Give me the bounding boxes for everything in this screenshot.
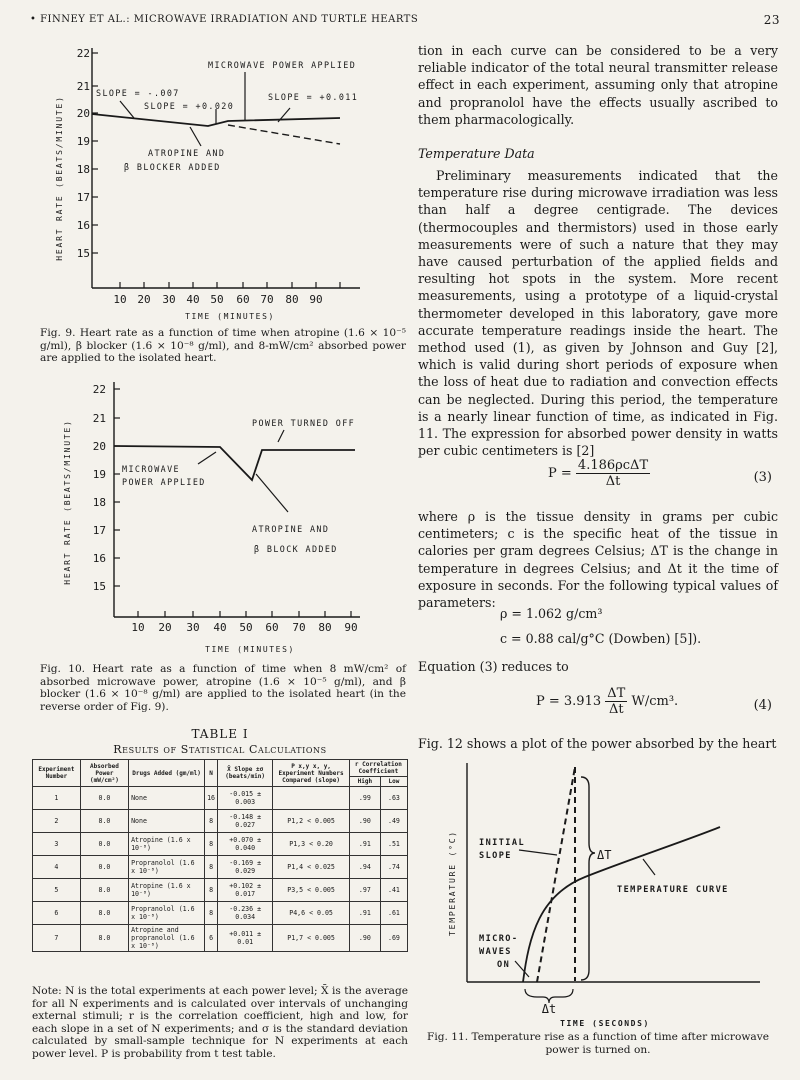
cell-r-low: .63	[380, 787, 407, 810]
table-row	[33, 833, 408, 856]
fig10-ytick: 20	[92, 440, 106, 453]
cell-experiment: 6	[33, 902, 81, 925]
table-row	[33, 856, 408, 879]
cell-experiment: 1	[33, 787, 81, 810]
fig9-extrapolation	[228, 125, 340, 144]
fig10-xtick: 20	[158, 621, 172, 634]
paragraph-temperature	[418, 167, 778, 459]
cell-experiment: 5	[33, 879, 81, 902]
fig11-ylabel: TEMPERATURE (°C)	[448, 830, 457, 936]
figure-9-caption-lead: Fig. 9.	[40, 327, 76, 339]
table-row	[33, 925, 408, 952]
cell-n: 8	[205, 902, 218, 925]
cell-slope: +0.070 ± 0.040	[218, 833, 273, 856]
fig9-ytick: 21	[76, 80, 90, 93]
fig9-drug-arrow	[190, 127, 201, 146]
fig9-note-slope2: SLOPE = +0.020	[144, 101, 235, 111]
cell-power: 0.0	[80, 833, 128, 856]
fig10-note-atropine1: ATROPINE AND	[252, 524, 330, 534]
fig9-ytick: 20	[76, 107, 90, 120]
running-head-title: • FINNEY ET AL.: MICROWAVE IRRADIATION AND TURTLE HEARTS	[30, 14, 419, 25]
fig10-curve	[114, 446, 355, 480]
cell-power: 0.0	[80, 856, 128, 879]
cell-r-high: .91	[349, 833, 380, 856]
cell-n: 16	[205, 787, 218, 810]
figure-11	[445, 755, 765, 1030]
fig9-ylabel: HEART RATE (BEATS/MINUTE)	[55, 95, 64, 261]
col-power: Absorbed Power (mW/cm²)	[80, 760, 128, 787]
fig10-drug-arrow	[256, 474, 288, 512]
col-r-low: Low	[380, 777, 407, 787]
cell-r-low: .41	[380, 879, 407, 902]
cell-n: 8	[205, 833, 218, 856]
fig9-note-slope3: SLOPE = +0.011	[268, 92, 359, 102]
fig11-delta-t: Δt	[541, 1002, 557, 1016]
figure-10	[40, 372, 410, 657]
fig10-xtick: 80	[318, 621, 332, 634]
fig11-microwaves2: WAVES	[479, 947, 512, 957]
fig9-xtick: 90	[309, 293, 323, 306]
cell-r-high: .91	[349, 902, 380, 925]
fig9-note-atropine2: β BLOCKER ADDED	[124, 162, 221, 172]
fig11-temp-curve-label: TEMPERATURE CURVE	[617, 885, 729, 895]
cell-power: 8.0	[80, 925, 128, 952]
cell-r-high: .99	[349, 787, 380, 810]
cell-n: 8	[205, 856, 218, 879]
paragraph-fig12-text: Fig. 12 shows a plot of the power absorbed by the heart	[418, 736, 777, 751]
cell-slope: +0.102 ± 0.017	[218, 879, 273, 902]
fig10-microwave-arrow	[198, 452, 216, 464]
fig11-temperature-curve-arrow	[643, 859, 655, 875]
cell-r-high: .90	[349, 810, 380, 833]
figure-9	[40, 38, 410, 323]
fig9-ytick: 22	[76, 47, 90, 60]
fig9-ytick: 19	[76, 135, 90, 148]
fig9-xlabel: TIME (MINUTES)	[185, 312, 275, 321]
fig10-ytick: 21	[92, 412, 106, 425]
fig10-note-microwave2: POWER APPLIED	[122, 477, 206, 487]
cell-n: 8	[205, 810, 218, 833]
section-heading-temperature: Temperature Data	[418, 146, 535, 161]
fig11-initial-slope-arrow	[519, 850, 557, 855]
paragraph-where	[418, 508, 778, 611]
eq3-lhs: P =	[548, 466, 572, 481]
cell-n: 8	[205, 879, 218, 902]
paragraph-where-text: where ρ is the tissue density in grams per cubic centimeters; c is the specific heat of the tissue in calories per gram degrees Celsius; ΔT is the change in temperature in degrees Celsius; and Δt it the time of exposure in seconds. For the following typical values of parameters:	[418, 509, 778, 611]
paragraph-reduces-text: Equation (3) reduces to	[418, 659, 569, 674]
fig11-delta-t-brace	[525, 989, 573, 1003]
fig10-note-power-off: POWER TURNED OFF	[252, 418, 356, 428]
fig9-xtick: 50	[210, 293, 224, 306]
fig9-xtick: 30	[162, 293, 176, 306]
fig10-ytick: 19	[92, 468, 106, 481]
cell-r-low: .51	[380, 833, 407, 856]
fig11-delta-T: ΔT	[597, 848, 612, 862]
cell-power: 0.0	[80, 787, 128, 810]
table-note: Note: N is the total experiments at each power level; X̄ is the average for all N experiments and is calculated over intervals of unchanging external stimuli; r is the correlation coefficient, high and low, for each slope in a set of N experiments; and σ is the standard deviation calculated by small-sample technique for N experiments at each power level. P is probability from t test table.	[32, 985, 408, 1060]
cell-experiment: 4	[33, 856, 81, 879]
fig11-initial2: SLOPE	[479, 851, 512, 861]
table-subtitle: Results of Statistical Calculations	[113, 743, 327, 756]
paragraph-fig12	[418, 735, 778, 752]
paragraph-reduces	[418, 658, 778, 675]
cell-slope: +0.011 ± 0.01	[218, 925, 273, 952]
fig9-xtick: 10	[113, 293, 127, 306]
cell-p: P1,4 < 0.025	[273, 856, 350, 879]
fig9-xtick: 40	[186, 293, 200, 306]
cell-p: P1,2 < 0.005	[273, 810, 350, 833]
running-head	[30, 14, 780, 30]
fig9-ytick: 17	[76, 191, 90, 204]
fig9-note-microwave: MICROWAVE POWER APPLIED	[208, 60, 357, 70]
cell-r-low: .61	[380, 902, 407, 925]
fig10-ylabel: HEART RATE (BEATS/MINUTE)	[63, 419, 72, 585]
fig9-ytick: 16	[76, 219, 90, 232]
figure-11-caption	[418, 1031, 778, 1056]
fig10-xtick: 10	[131, 621, 145, 634]
fig10-xtick: 90	[344, 621, 358, 634]
figure-10-caption	[40, 663, 406, 713]
param-c: c = 0.88 cal/g°C (Dowben) [5]).	[500, 631, 702, 646]
cell-power: 8.0	[80, 879, 128, 902]
figure-11-caption-lead: Fig. 11.	[427, 1031, 469, 1043]
cell-experiment: 7	[33, 925, 81, 952]
fig10-note-atropine2: β BLOCK ADDED	[254, 544, 338, 554]
fig10-ytick: 15	[92, 580, 106, 593]
table-row	[33, 902, 408, 925]
param-rho: ρ = 1.062 g/cm³	[500, 606, 603, 621]
equation-3	[418, 458, 778, 498]
cell-power: 8.0	[80, 902, 128, 925]
figure-10-caption-lead: Fig. 10.	[40, 663, 86, 675]
fig10-ytick: 17	[92, 524, 106, 537]
fig10-xtick: 30	[186, 621, 200, 634]
eq4-numerator: ΔT	[607, 686, 626, 701]
fig11-microwaves3: ON	[497, 960, 511, 970]
eq4-unit: W/cm³.	[631, 694, 679, 709]
figure-11-plot	[445, 755, 765, 1030]
paragraph-temperature-text: Preliminary measurements indicated that the temperature rise during microwave irradiation was less than half a degree centigrade. The devices (thermocouples and thermistors) used in those early measurements were of such a nature that they may have caused perturbation of the applied fields and resulting hot spots in the system. More recent measurements, using a prototype of a liquid-crystal thermometer developed in this laboratory, gave more accurate temperature readings inside the heart. The method used (1), as given by Johnson and Guy [2], which is valid during short periods of exposure when the loss of heat due to radiation and convection effects can be neglected. During this period, the temperature is a nearly linear function of time, as indicated in Fig. 11. The expression for absorbed power density in watts per cubic centimeters is [2]	[418, 168, 778, 459]
figure-10-plot	[40, 372, 410, 657]
paragraph-top-text: tion in each curve can be considered to be a very reliable indicator of the total neural transmitter release effect in each experiment, assuming only that atropine and propranolol have the effects usually ascribed to them pharmacologically.	[418, 43, 778, 127]
cell-drugs: None	[129, 810, 205, 833]
cell-p: P3,5 < 0.005	[273, 879, 350, 902]
cell-r-high: .97	[349, 879, 380, 902]
figure-9-caption	[40, 327, 406, 365]
fig11-xlabel: TIME (SECONDS)	[560, 1019, 650, 1028]
fig9-xtick: 70	[260, 293, 274, 306]
cell-p	[273, 787, 350, 810]
fig10-note-microwave1: MICROWAVE	[122, 464, 180, 474]
eq4-lhs: P = 3.913	[536, 694, 602, 709]
statistics-table	[32, 759, 408, 952]
eq3-denominator: Δt	[605, 474, 621, 489]
fig9-ytick: 15	[76, 247, 90, 260]
fig11-initial-slope	[537, 767, 575, 982]
eq3-numerator: 4.186ρcΔT	[577, 458, 649, 473]
figure-11-caption-text: Temperature rise as a function of time after microwave power is turned on.	[471, 1031, 769, 1056]
col-slope: X̄ Slope ±σ (beats/min)	[218, 760, 273, 787]
cell-experiment: 2	[33, 810, 81, 833]
cell-p: P1,7 < 0.005	[273, 925, 350, 952]
fig10-power-off-arrow	[278, 430, 284, 442]
cell-drugs: Atropine (1.6 x 10⁻⁸)	[129, 833, 205, 856]
fig10-xlabel: TIME (MINUTES)	[205, 645, 295, 654]
cell-slope: -0.169 ± 0.029	[218, 856, 273, 879]
cell-drugs: Atropine and propranolol (1.6 x 10⁻⁸)	[129, 925, 205, 952]
fig10-xtick: 40	[213, 621, 227, 634]
fig9-xtick: 60	[236, 293, 250, 306]
fig10-ytick: 18	[92, 496, 106, 509]
cell-slope: -0.148 ± 0.027	[218, 810, 273, 833]
cell-r-low: .49	[380, 810, 407, 833]
table-row	[33, 879, 408, 902]
paragraph-top	[418, 42, 778, 128]
fig10-xtick: 50	[239, 621, 253, 634]
cell-r-high: .90	[349, 925, 380, 952]
fig11-initial1: INITIAL	[479, 838, 526, 848]
cell-drugs: None	[129, 787, 205, 810]
figure-9-plot	[40, 38, 410, 323]
fig9-xtick: 80	[285, 293, 299, 306]
fig10-xtick: 70	[292, 621, 306, 634]
fig9-ytick: 18	[76, 163, 90, 176]
col-n: N	[205, 760, 218, 787]
col-r: r Correlation Coefficient	[349, 760, 407, 777]
cell-slope: -0.015 ± 0.003	[218, 787, 273, 810]
cell-p: P4,6 < 0.05	[273, 902, 350, 925]
fig9-xtick: 20	[137, 293, 151, 306]
figure-10-caption-text: Heart rate as a function of time when 8 mW/cm² of absorbed microwave power, atropine (1.6 × 10⁻⁵ g/ml), and β blocker (1.6 × 10⁻⁸ g/ml) are applied to the isolated heart (in the reverse order of Fig. 9).	[40, 663, 407, 713]
table-row	[33, 787, 408, 810]
eq4-denominator: Δt	[608, 702, 624, 717]
col-experiment: Experiment Number	[33, 760, 81, 787]
fig9-note-slope1: SLOPE = -.007	[96, 88, 180, 98]
cell-drugs: Atropine (1.6 x 10⁻⁸)	[129, 879, 205, 902]
cell-slope: -0.236 ± 0.034	[218, 902, 273, 925]
table-title: TABLE I	[191, 727, 249, 741]
fig9-slope-arrow	[120, 101, 134, 118]
fig10-ytick: 22	[92, 383, 106, 396]
eq4-number: (4)	[753, 698, 772, 713]
cell-p: P1,3 < 0.20	[273, 833, 350, 856]
cell-r-low: .69	[380, 925, 407, 952]
fig11-microwaves1: MICRO-	[479, 934, 519, 944]
cell-drugs: Propranolol (1.6 x 10⁻⁸)	[129, 856, 205, 879]
cell-drugs: Propranolol (1.6 x 10⁻⁸)	[129, 902, 205, 925]
fig11-microwaves-arrow	[515, 961, 529, 977]
cell-r-low: .74	[380, 856, 407, 879]
cell-experiment: 3	[33, 833, 81, 856]
equation-4	[418, 686, 778, 726]
page-number: 23	[763, 13, 780, 27]
cell-r-high: .94	[349, 856, 380, 879]
eq3-number: (3)	[753, 470, 772, 485]
fig9-note-atropine1: ATROPINE AND	[148, 148, 226, 158]
col-r-high: High	[349, 777, 380, 787]
cell-n: 6	[205, 925, 218, 952]
table-row	[33, 810, 408, 833]
col-drugs: Drugs Added (gm/ml)	[129, 760, 205, 787]
figure-9-caption-text: Heart rate as a function of time when atropine (1.6 × 10⁻⁵ g/ml), β blocker (1.6 × 10⁻⁸ g/ml), and 8-mW/cm² absorbed power are applied to the isolated heart.	[40, 327, 406, 365]
cell-power: 8.0	[80, 810, 128, 833]
fig10-xtick: 60	[265, 621, 279, 634]
fig11-temperature-curve	[523, 827, 720, 982]
fig10-ytick: 16	[92, 552, 106, 565]
col-pxy: P x,y x, y, Experiment Numbers Compared (slope)	[273, 760, 350, 787]
table-header-row	[33, 760, 408, 777]
